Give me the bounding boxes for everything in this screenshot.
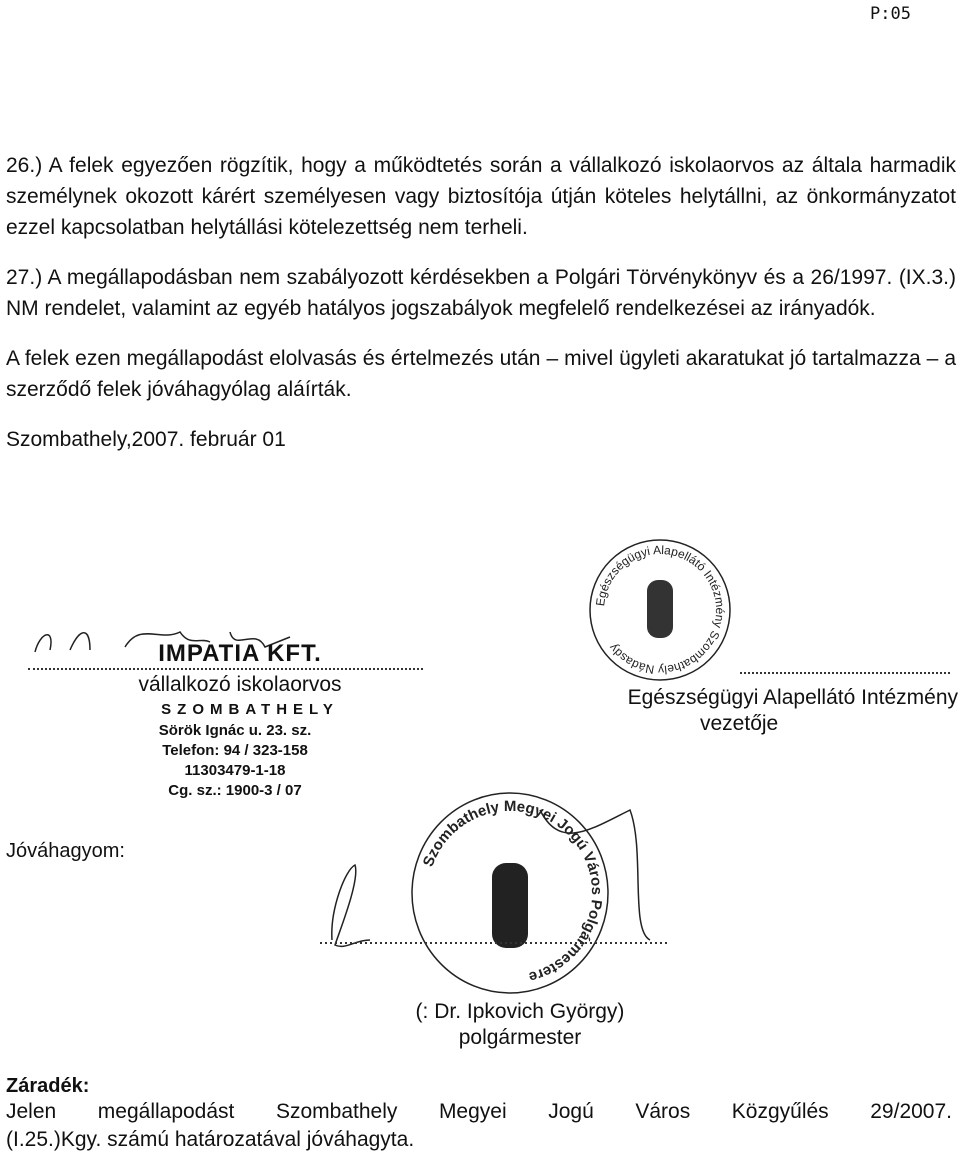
mayor-signature-and-stamp bbox=[310, 790, 690, 995]
right-institution: Egészségügyi Alapellátó Intézmény bbox=[627, 686, 958, 709]
stamp-address: Sörök Ignác u. 23. sz. bbox=[158, 722, 312, 739]
paragraph-26: 26.) A felek egyezően rögzítik, hogy a működtetés során a vállalkozó iskolaorvos az általa harmadik személynek okozott kárért személyesen vagy biztosítója útján köteles helytállni, az önkormányzatot ezzel kapcsolatban helytállási kötelezettség nem terheli. bbox=[6, 154, 956, 239]
clause-line-1: Jelen megállapodást Szombathely Megyei Jogú Város Közgyűlés 29/2007. bbox=[6, 1100, 952, 1123]
body-text bbox=[6, 150, 956, 474]
svg-text:Egészségügyi Alapellátó Intézm: Egészségügyi Alapellátó Intézmény Szombathely Nádasdy bbox=[593, 542, 728, 678]
paragraph-27: 27.) A megállapodásban nem szabályozott kérdésekben a Polgári Törvénykönyv és a 26/1997. (IX.3.) NM rendelet, valamint az egyéb hatályos jogszabályok megfelelő rendelkezései az irányadók. bbox=[6, 266, 956, 320]
fax-page-number: P:05 bbox=[870, 4, 911, 24]
mayor-role: polgármester bbox=[458, 1026, 582, 1049]
stamp-city: SZOMBATHELY bbox=[161, 701, 339, 718]
clause-title: Záradék: bbox=[6, 1075, 90, 1097]
mayor-name: (: Dr. Ipkovich György) bbox=[415, 1000, 625, 1023]
institution-round-stamp bbox=[585, 535, 735, 683]
place-date: Szombathely,2007. február 01 bbox=[6, 428, 286, 451]
closing-paragraph: A felek ezen megállapodást elolvasás és értelmezés után – mivel ügyleti akaratukat jó tartalmazza – a szerződő felek jóváhagyólag aláírták. bbox=[6, 347, 956, 401]
svg-text:Szombathely Megyei Jogú Város: Szombathely Megyei Jogú Város Polgármestere bbox=[419, 797, 606, 986]
right-signer-role: vezetője bbox=[700, 712, 779, 735]
signature-line-right bbox=[740, 672, 950, 674]
clause-line-2: (I.25.)Kgy. számú határozatával jóváhagyta. bbox=[6, 1128, 415, 1151]
signature-line-left bbox=[28, 668, 423, 670]
stamp-phone: Telefon: 94 / 323-158 bbox=[162, 742, 308, 759]
stamp-registration: Cg. sz.: 1900-3 / 07 bbox=[168, 782, 302, 799]
stamp-tax-number: 11303479-1-18 bbox=[184, 762, 286, 779]
stamp-company: IMPATIA KFT. bbox=[158, 640, 322, 667]
approval-label: Jóváhagyom: bbox=[6, 840, 125, 862]
left-signer-role: vállalkozó iskolaorvos bbox=[138, 673, 342, 696]
